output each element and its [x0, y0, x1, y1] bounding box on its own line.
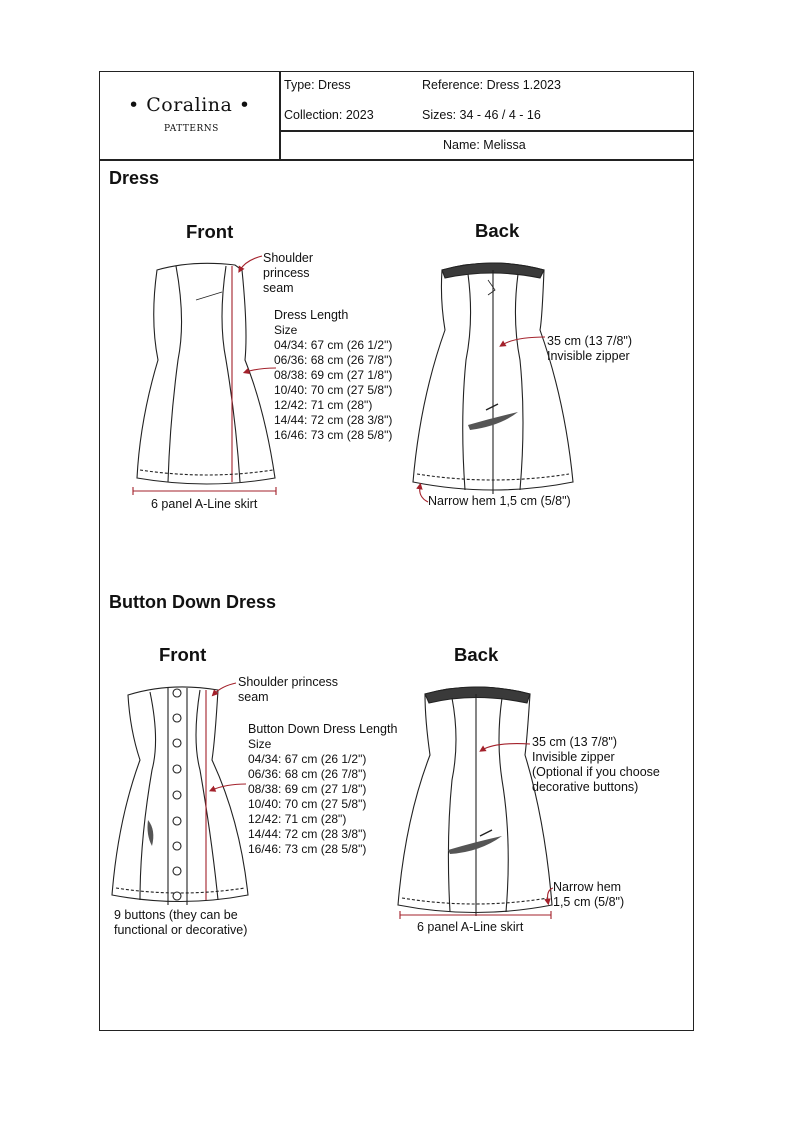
button-hem-arrow	[548, 888, 553, 902]
button-length-arrow	[212, 784, 246, 790]
button-dress-length-table: Button Down Dress Length Size 04/34: 67 cm (26 1/2") 06/36: 68 cm (26 7/8") 08/38: 69 cm (27 1/8") 10/40: 70 cm (27 5/8") 12/42: 71 cm (28") 14/44: 72 cm (28 3/8") 16/46: 73 cm (28 5/8")	[248, 722, 398, 856]
button-icon	[173, 892, 181, 900]
button-dress-back-title: Back	[454, 644, 499, 665]
brand-subtitle: PATTERNS	[164, 124, 219, 134]
button-icon	[173, 867, 181, 875]
reference-field: Reference: Dress 1.2023	[422, 78, 561, 92]
collection-field: Collection: 2023	[284, 108, 374, 122]
sizes-field: Sizes: 34 - 46 / 4 - 16	[422, 108, 541, 122]
dress-back-drawing	[413, 263, 573, 494]
button-front-callout-arrow	[214, 683, 236, 694]
dress-front-drawing	[137, 263, 275, 484]
button-dress-skirt-label: 6 panel A-Line skirt	[417, 920, 524, 934]
button-icon	[173, 739, 181, 747]
button-dress-front-title: Front	[159, 644, 207, 665]
button-column	[173, 689, 181, 900]
button-dress-back-drawing	[398, 687, 552, 916]
dress-front-callout: Shoulder princess seam	[263, 251, 314, 295]
dress-hem-label: Narrow hem 1,5 cm (5/8")	[428, 494, 571, 508]
dress-zipper-label: 35 cm (13 7/8") Invisible zipper	[547, 334, 633, 363]
button-icon	[173, 791, 181, 799]
button-icon	[173, 714, 181, 722]
button-dress-front-callout: Shoulder princess seam	[238, 675, 339, 704]
dress-length-table: Dress Length Size 04/34: 67 cm (26 1/2") 06/36: 68 cm (26 7/8") 08/38: 69 cm (27 1/8") 10/40: 70 cm (27 5/8") 12/42: 71 cm (28") 14/44: 72 cm (28 3/8") 16/46: 73 cm (28 5/8")	[274, 308, 393, 442]
brand-logo: • Coralina •	[128, 94, 251, 116]
buttons-label: 9 buttons (they can be functional or decorative)	[114, 908, 248, 937]
dress-zipper-arrow	[502, 337, 545, 345]
dress-front-title: Front	[186, 221, 234, 242]
button-zipper-arrow	[482, 744, 530, 750]
button-icon	[173, 817, 181, 825]
dress-front-callout-arrow	[240, 256, 262, 270]
dress-section-title: Dress	[109, 168, 160, 188]
dress-hem-arrow	[420, 486, 428, 502]
dress-back-title: Back	[475, 220, 520, 241]
dress-length-arrow	[246, 368, 276, 372]
button-dress-section-title: Button Down Dress	[109, 592, 277, 612]
dress-skirt-label: 6 panel A-Line skirt	[151, 497, 258, 511]
type-field: Type: Dress	[284, 78, 351, 92]
name-field: Name: Melissa	[443, 138, 526, 152]
button-dress-hem-label: Narrow hem 1,5 cm (5/8")	[553, 880, 625, 909]
button-dress-zipper-label: 35 cm (13 7/8") Invisible zipper (Optional if you choose decorative buttons)	[532, 735, 660, 794]
button-icon	[173, 842, 181, 850]
button-icon	[173, 689, 181, 697]
button-icon	[173, 765, 181, 773]
